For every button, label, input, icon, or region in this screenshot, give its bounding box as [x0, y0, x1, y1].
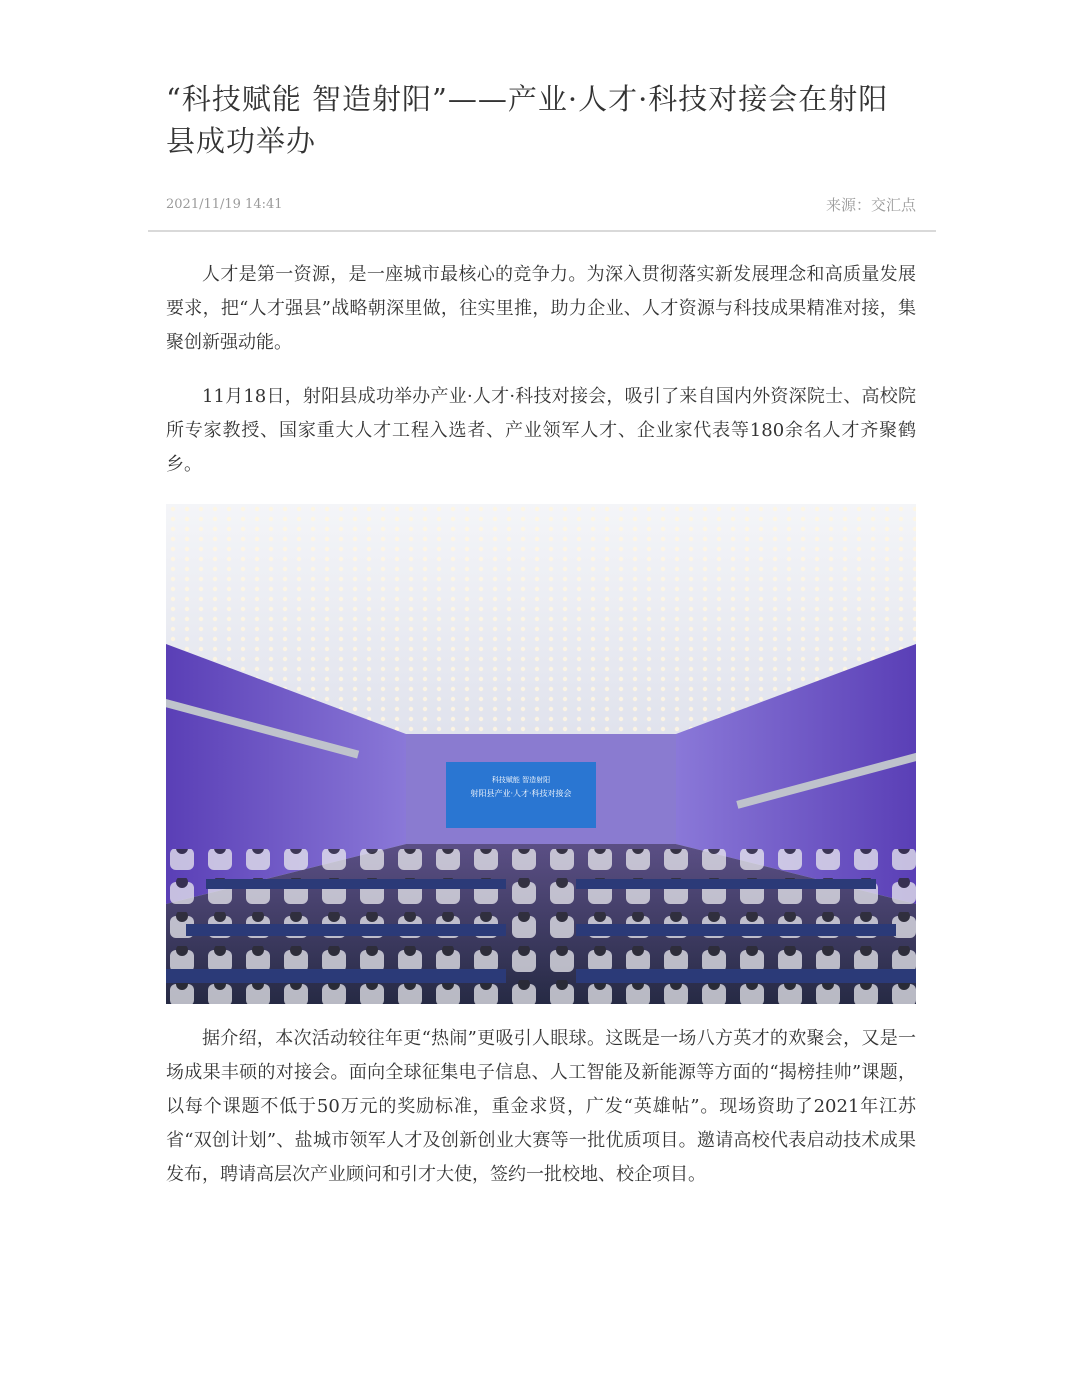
stage-screen — [446, 762, 596, 828]
article — [148, 0, 936, 1192]
paragraph-3: 据介绍，本次活动较往年更“热闹”更吸引人眼球。这既是一场八方英才的欢聚会，又是一场成果丰硕的对接会。面向全球征集电子信息、人工智能及新能源等方面的“揭榜挂帅”课题，以每个课题不低于50万元的奖励标准，重金求贤，广发“英雄帖”。现场资助了2021年江苏省“双创计划”、盐城市领军人才及创新创业大赛等一批优质项目。邀请高校代表启动技术成果发布，聘请高层次产业顾问和引才大使，签约一批校地、校企项目。 — [166, 1028, 916, 1185]
paragraph-1: 人才是第一资源，是一座城市最核心的竞争力。为深入贯彻落实新发展理念和高质量发展要求，把“人才强县”战略朝深里做，往实里推，助力企业、人才资源与科技成果精准对接，集聚创新强动能。 — [166, 264, 916, 353]
article-title: “科技赋能 智造射阳”——产业·人才·科技对接会在射阳县成功举办 — [166, 82, 889, 158]
screen-line-1: 科技赋能 智造射阳 — [491, 776, 551, 784]
article-meta — [166, 192, 916, 216]
title-divider — [148, 230, 936, 232]
screen-line-2: 射阳县产业·人才·科技对接会 — [470, 789, 572, 798]
conference-hall-photo — [166, 504, 916, 1004]
paragraph-2: 11月18日，射阳县成功举办产业·人才·科技对接会，吸引了来自国内外资深院士、高校院所专家教授、国家重大人才工程入选者、产业领军人才、企业家代表等180余名人才齐聚鹤乡。 — [166, 386, 916, 475]
publish-date: 2021/11/19 14:41 — [166, 196, 283, 212]
article-source: 来源：交汇点 — [825, 195, 916, 214]
